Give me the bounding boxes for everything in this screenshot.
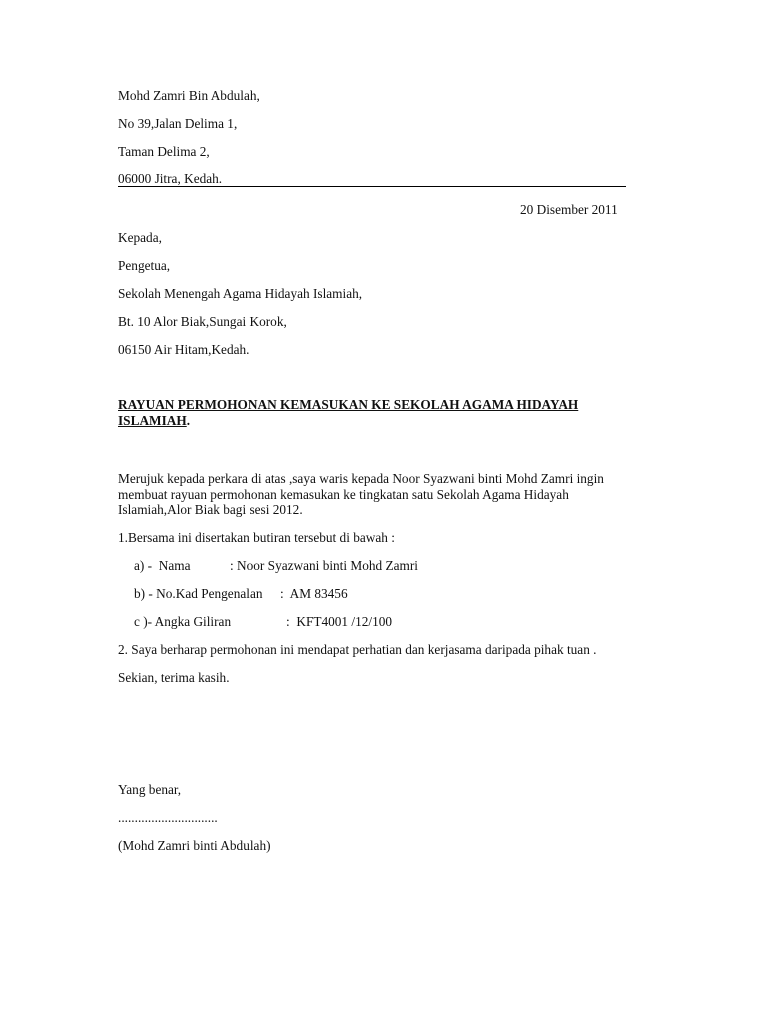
point-2: 2. Saya berharap permohonan ini mendapat perhatian dan kerjasama daripada pihak tuan . (118, 642, 597, 657)
letter-subject (118, 397, 628, 429)
recipient-address-line-2: 06150 Air Hitam,Kedah. (118, 342, 250, 357)
closing-text: Sekian, terima kasih. (118, 670, 230, 685)
intro-paragraph: Merujuk kepada perkara di atas ,saya waris kepada Noor Syazwani binti Mohd Zamri ingin membuat rayuan permohonan kemasukan ke tingkatan satu Sekolah Agama Hidayah Islamiah,Alor Biak bagi sesi 2012. (118, 471, 604, 517)
recipient-greeting: Kepada, (118, 230, 162, 245)
detail-label: c )- Angka Giliran (134, 614, 232, 629)
header-divider (118, 186, 626, 187)
recipient-school: Sekolah Menengah Agama Hidayah Islamiah, (118, 286, 363, 301)
sender-address-line-3: 06000 Jitra, Kedah. (118, 171, 223, 186)
sender-address-line-2: Taman Delima 2, (118, 144, 210, 159)
recipient-title: Pengetua, (118, 258, 171, 273)
signature-name: (Mohd Zamri binti Abdulah) (118, 838, 271, 853)
point-1: 1.Bersama ini disertakan butiran tersebut di bawah : (118, 530, 395, 545)
detail-value: : Noor Syazwani binti Mohd Zamri (230, 558, 418, 573)
letter-date: 20 Disember 2011 (520, 202, 618, 217)
sender-address-line-1: No 39,Jalan Delima 1, (118, 116, 238, 131)
subject-period: . (186, 413, 191, 428)
subject-text: RAYUAN PERMOHONAN KEMASUKAN KE SEKOLAH AGAMA HIDAYAH ISLAMIAH (118, 397, 579, 428)
signature-salutation: Yang benar, (118, 782, 182, 797)
detail-value: : KFT4001 /12/100 (286, 614, 393, 629)
detail-label: a) - Nama (134, 558, 191, 573)
detail-value: : AM 83456 (280, 586, 348, 601)
signature-dots: .............................. (118, 810, 218, 825)
detail-label: b) - No.Kad Pengenalan (134, 586, 263, 601)
sender-name: Mohd Zamri Bin Abdulah, (118, 88, 260, 103)
recipient-address-line-1: Bt. 10 Alor Biak,Sungai Korok, (118, 314, 287, 329)
